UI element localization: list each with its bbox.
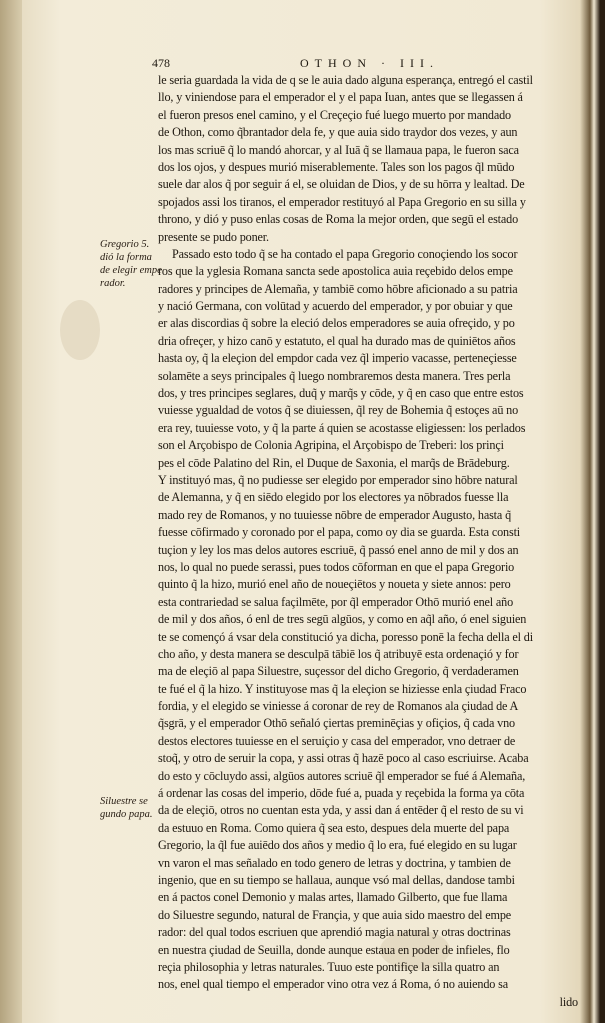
text-line: mado rey de Romanos, y no tuuiesse nōbre de emperador Augusto, hasta q̃ bbox=[158, 507, 512, 522]
text-line: er alas discordias q̃ sobre la eleció delos emperadores se auia ofreçido, y po bbox=[158, 316, 515, 331]
text-line: en nuestra çiudad de Seuilla, donde aunque estaua en poder de infieles, flo bbox=[158, 942, 510, 957]
text-line: q̃sgrā, y el emperador Othō señaló çiertas preminēçias y ofiçios, q̃ cada vno bbox=[158, 716, 515, 731]
text-line: reçia philosophia y letras naturales. Tuuo este pontifiçe la silla quatro an bbox=[158, 959, 500, 974]
text-line: Gregorio, la q̃l fue auiēdo dos años y medio q̃ lo era, fué elegido en su lugar bbox=[158, 838, 517, 853]
text-line: cho año, y desta manera se desculpā tābiē los q̃ atribuyē esta ordenaçió y for bbox=[158, 646, 519, 661]
page-number: 478 bbox=[152, 56, 170, 70]
text-line: throno, y dió y puso enlas cosas de Roma la mejor orden, que segū el estado bbox=[158, 212, 519, 227]
text-line: te fué el q̃ la hizo. Y instituyose mas q̃ la eleçion se hiziesse enla çiudad Fraco bbox=[158, 681, 527, 696]
text-line: tuçion y ley los mas delos autores escriuē, q̃ passó enel anno de mil y dos an bbox=[158, 542, 519, 557]
text-line: ros que la yglesia Romana sancta sede apostolica auia reçebido delos empe bbox=[158, 264, 513, 279]
page-header bbox=[152, 56, 592, 72]
text-line: ma de eleçiō al papa Siluestre, suçessor del dicho Gregorio, q̃ verdaderamen bbox=[158, 664, 519, 679]
text-line: Y instituyó mas, q̃ no pudiesse ser elegido por emperador sino hōbre natural bbox=[158, 472, 518, 487]
text-line: da estuuo en Roma. Como quiera q̃ sea esto, despues dela muerte del papa bbox=[158, 820, 510, 835]
margin-note-line: de elegir empe bbox=[100, 265, 162, 276]
text-line: solamēte a seys principales q̃ luego nombraremos desta manera. Tres perla bbox=[158, 368, 511, 383]
text-line: te se començó á vsar dela constitució ya dicha, poresso ponē la fecha della el di bbox=[158, 629, 533, 644]
text-line: de mil y dos años, ó enl de tres segū algūos, y como en aq̃l año, ó enel siguien bbox=[158, 612, 527, 627]
margin-note-line: dió la forma bbox=[100, 252, 152, 263]
text-line: nos, lo qual no puede serassi, pues todos cōforman en que el papa Gregorio bbox=[158, 559, 515, 574]
text-line: do esto y cōcluydo assi, algūos autores scriuē q̃l emperador se fué á Alemaña, bbox=[158, 768, 526, 783]
text-line: le seria guardada la vida de q se le auia dado alguna esperança, entregó el castil bbox=[158, 73, 533, 87]
text-line: pes el cōde Palatino del Rin, el Duque de Saxonia, el marq̃s de Brādeburg. bbox=[158, 455, 510, 470]
text-line: de Othon, como q̃brantador dela fe, y que auia sido traydor dos vezes, y aun bbox=[158, 125, 518, 140]
margin-note-line: Gregorio 5. bbox=[100, 239, 150, 250]
text-line: los mas scriuē q̃ lo mandó ahorcar, y al Iuā q̃ se llamaua papa, le fueron saca bbox=[158, 142, 519, 157]
text-line: suele dar alos q̃ por seguir á el, se oluidan de Dios, y de su hōrra y lealtad. De bbox=[158, 177, 525, 192]
text-line: y nació Germana, con volūtad y acuerdo del emperador, y por obuiar y que bbox=[158, 299, 513, 314]
text-line: de Alemanna, y q̃ en siēdo elegido por los electores ya nōbrados fuesse lla bbox=[158, 490, 509, 505]
text-line: do Siluestre segundo, natural de Françia, y que auia sido maestro del empe bbox=[158, 907, 512, 922]
text-line: rador: del qual todos escriuen que aprendió magia natural y otras doctrinas bbox=[158, 925, 511, 940]
text-line: hasta oy, q̃ la eleçion del empdor cada vez q̃l imperio vacasse, perteneçiesse bbox=[158, 351, 517, 366]
text-line: esta contrariedad se salua façilmēte, por q̃l emperador Othō murió enel año bbox=[158, 594, 514, 609]
text-line: en á pactos conel Demonio y malas artes, llamado Gilberto, que fue llama bbox=[158, 890, 508, 905]
text-line: da de eleçiō, otros no cuentan esta yda, y assi dan á entēder q̃ el resto de su vi bbox=[158, 803, 524, 818]
margin-note-line: gundo papa. bbox=[100, 809, 153, 820]
text-line: dria ofreçer, y hizo canō y estatuto, el qual ha durado mas de quiniētos años bbox=[158, 333, 516, 348]
text-line: á ordenar las cosas del imperio, dōde fué a, puada y reçebida la forma ya cōta bbox=[158, 786, 525, 801]
text-line: fuesse cōfirmado y coronado por el papa, como oy dia se guarda. Esta consti bbox=[158, 525, 521, 540]
text-line: fordia, y el elegido se viniesse á coronar de rey de Romanos ala çiudad de A bbox=[158, 699, 519, 714]
margin-note-line: Siluestre se bbox=[100, 796, 148, 807]
text-line: radores y principes de Alemaña, y tambiē como hōbre aficionado a su patria bbox=[158, 281, 518, 296]
text-line: spojados assi los tiranos, el emperador restituyó al Papa Gregorio en su silla y bbox=[158, 194, 526, 209]
body-text bbox=[158, 72, 578, 1011]
text-line: destos electores tuuiesse en el seruiçio y casa del emperador, vno detraer de bbox=[158, 733, 516, 748]
text-line: vn varon el mas señalado en todo genero de letras y doctrina, y tambien de bbox=[158, 855, 511, 870]
text-line: dos, y tres principes seglares, duq̃ y marq̃s y cōde, y q̃ en caso que entre estos bbox=[158, 386, 524, 401]
paper-stain bbox=[60, 300, 100, 360]
text-line: Passado esto todo q̃ se ha contado el papa Gregorio conoçiendo los socor bbox=[172, 246, 518, 261]
text-line: dos los ojos, y despues murió miserablemente. Tales son los pagos q̃l mūdo bbox=[158, 159, 515, 174]
margin-note-siluestre bbox=[100, 795, 164, 821]
text-line: son el Arçobispo de Colonia Agripina, el Arçobispo de Treberi: los prinçi bbox=[158, 438, 504, 453]
page-gutter bbox=[0, 0, 22, 1023]
text-line: presente se pudo poner. bbox=[158, 229, 269, 244]
text-line: lido bbox=[559, 994, 578, 1009]
text-line: quinto q̃ la hizo, murió enel año de noueçiētos y noueta y siete annos: pero bbox=[158, 577, 511, 592]
text-line: llo, y viniendose para el emperador el y el papa Iuan, antes que se llegassen á bbox=[158, 90, 523, 105]
running-title: OTHON · III. bbox=[300, 56, 439, 70]
margin-note-gregorio bbox=[100, 238, 164, 290]
text-line: era rey, tuuiesse voto, y q̃ la parte á quien se acostasse eligiessen: los perlados bbox=[158, 420, 526, 435]
text-line: nos, enel qual tiempo el emperador vino otra vez á Roma, ó no auiendo sa bbox=[158, 977, 508, 992]
margin-note-line: rador. bbox=[100, 278, 126, 289]
text-line: el fueron presos enel camino, y el Creçeçio fué luego muerto por mandado bbox=[158, 107, 511, 122]
text-line: vuiesse ygualdad de votos q̃ se diuiessen, q̃l rey de Bohemia q̃ estoçes aū no bbox=[158, 403, 519, 418]
text-line: ingenio, que en su tiempo se hallaua, aunque vsó mal dellas, dandose tambi bbox=[158, 872, 515, 887]
text-line: stoq̃, y otro de seruir la copa, y assi otras q̃ hazē poco al caso escriuirse. Acaba bbox=[158, 751, 529, 766]
